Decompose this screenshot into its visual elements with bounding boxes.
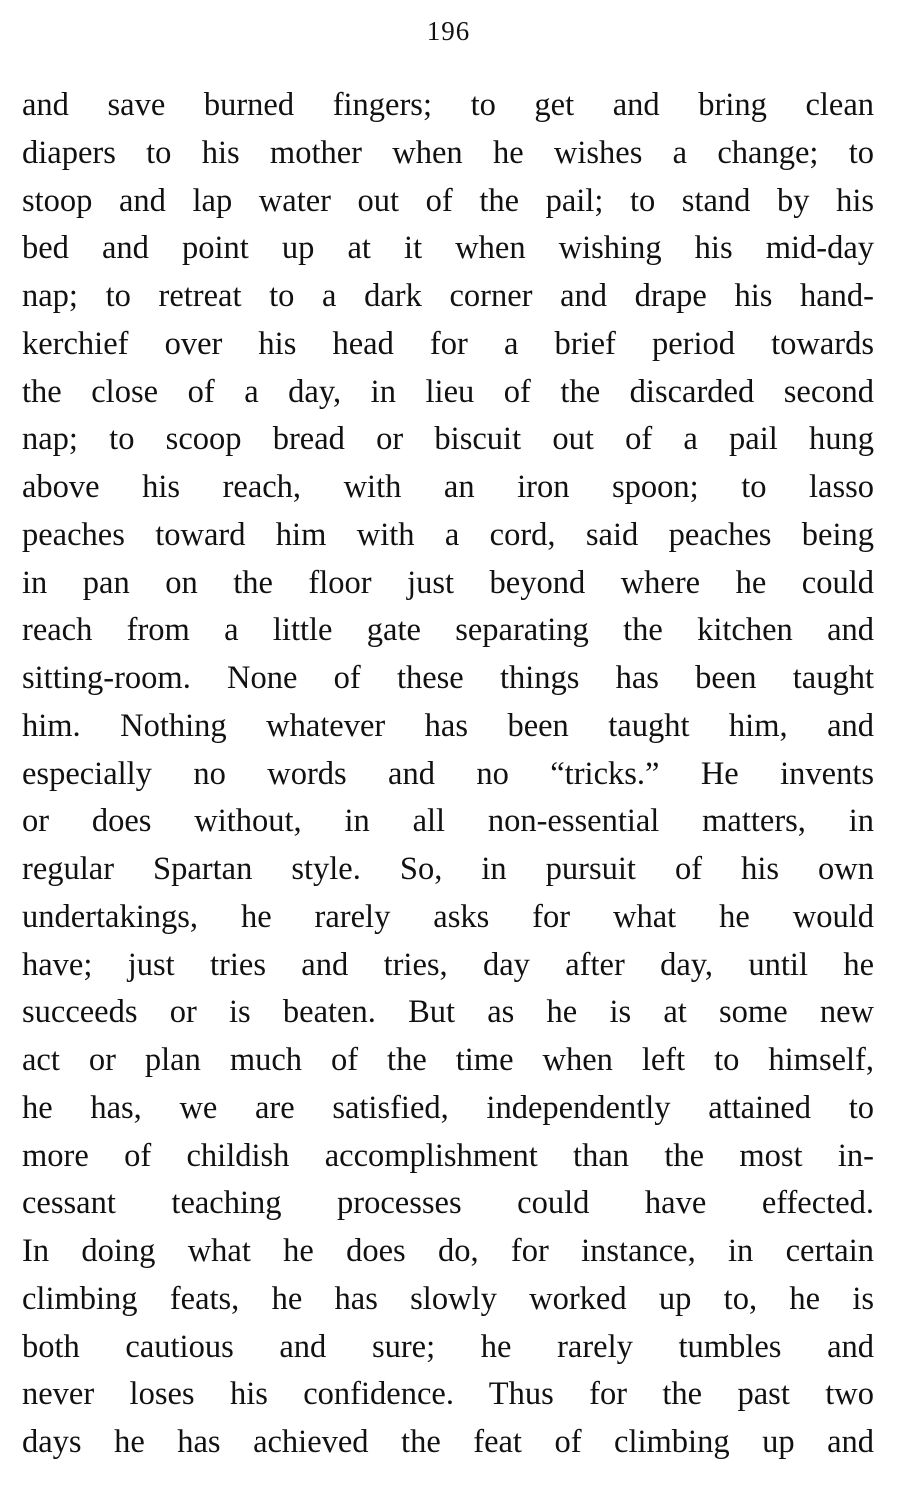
text-line: In doing what he does do, for instance, in certain: [22, 1233, 874, 1269]
text-line: nap; to retreat to a dark corner and drape his hand-: [22, 278, 874, 314]
text-line: the close of a day, in lieu of the discarded second: [22, 373, 874, 410]
text-line: kerchief over his head for a brief period towards: [22, 325, 874, 362]
text-line: stoop and lap water out of the pail; to stand by his: [22, 182, 874, 219]
text-line: peaches toward him with a cord, said peaches being: [22, 516, 874, 553]
text-line: cessant teaching processes could have effected.: [22, 1185, 874, 1222]
body-text: [22, 82, 874, 1467]
text-line: above his reach, with an iron spoon; to lasso: [22, 469, 874, 505]
text-line: him. Nothing whatever has been taught him, and: [22, 707, 874, 744]
text-line: bed and point up at it when wishing his mid-day: [22, 230, 874, 267]
text-line: act or plan much of the time when left to himself,: [22, 1042, 874, 1078]
text-line: undertakings, he rarely asks for what he would: [22, 898, 874, 935]
text-line: reach from a little gate separating the kitchen and: [22, 612, 874, 649]
text-line: climbing feats, he has slowly worked up to, he is: [22, 1280, 874, 1317]
text-line: both cautious and sure; he rarely tumbles and: [22, 1328, 874, 1365]
text-line: he has, we are satisfied, independently attained to: [22, 1089, 874, 1126]
text-line: diapers to his mother when he wishes a change; to: [22, 134, 874, 171]
text-line: regular Spartan style. So, in pursuit of his own: [22, 851, 874, 887]
text-line: succeeds or is beaten. But as he is at some new: [22, 994, 874, 1031]
text-line: never loses his confidence. Thus for the past two: [22, 1376, 874, 1413]
page-number: 196: [426, 16, 471, 46]
text-line: or does without, in all non-essential matters, in: [22, 803, 874, 840]
text-line: and save burned fingers; to get and bring clean: [22, 87, 874, 123]
text-line: have; just tries and tries, day after day, until he: [22, 946, 874, 983]
text-line: nap; to scoop bread or biscuit out of a pail hung: [22, 421, 874, 458]
text-line: sitting-room. None of these things has been taught: [22, 660, 874, 696]
text-line: especially no words and no “tricks.” He invents: [22, 755, 874, 792]
text-line: more of childish accomplishment than the most in-: [22, 1137, 874, 1174]
text-line: in pan on the floor just beyond where he could: [22, 564, 874, 601]
text-line: days he has achieved the feat of climbing up and: [22, 1424, 874, 1460]
